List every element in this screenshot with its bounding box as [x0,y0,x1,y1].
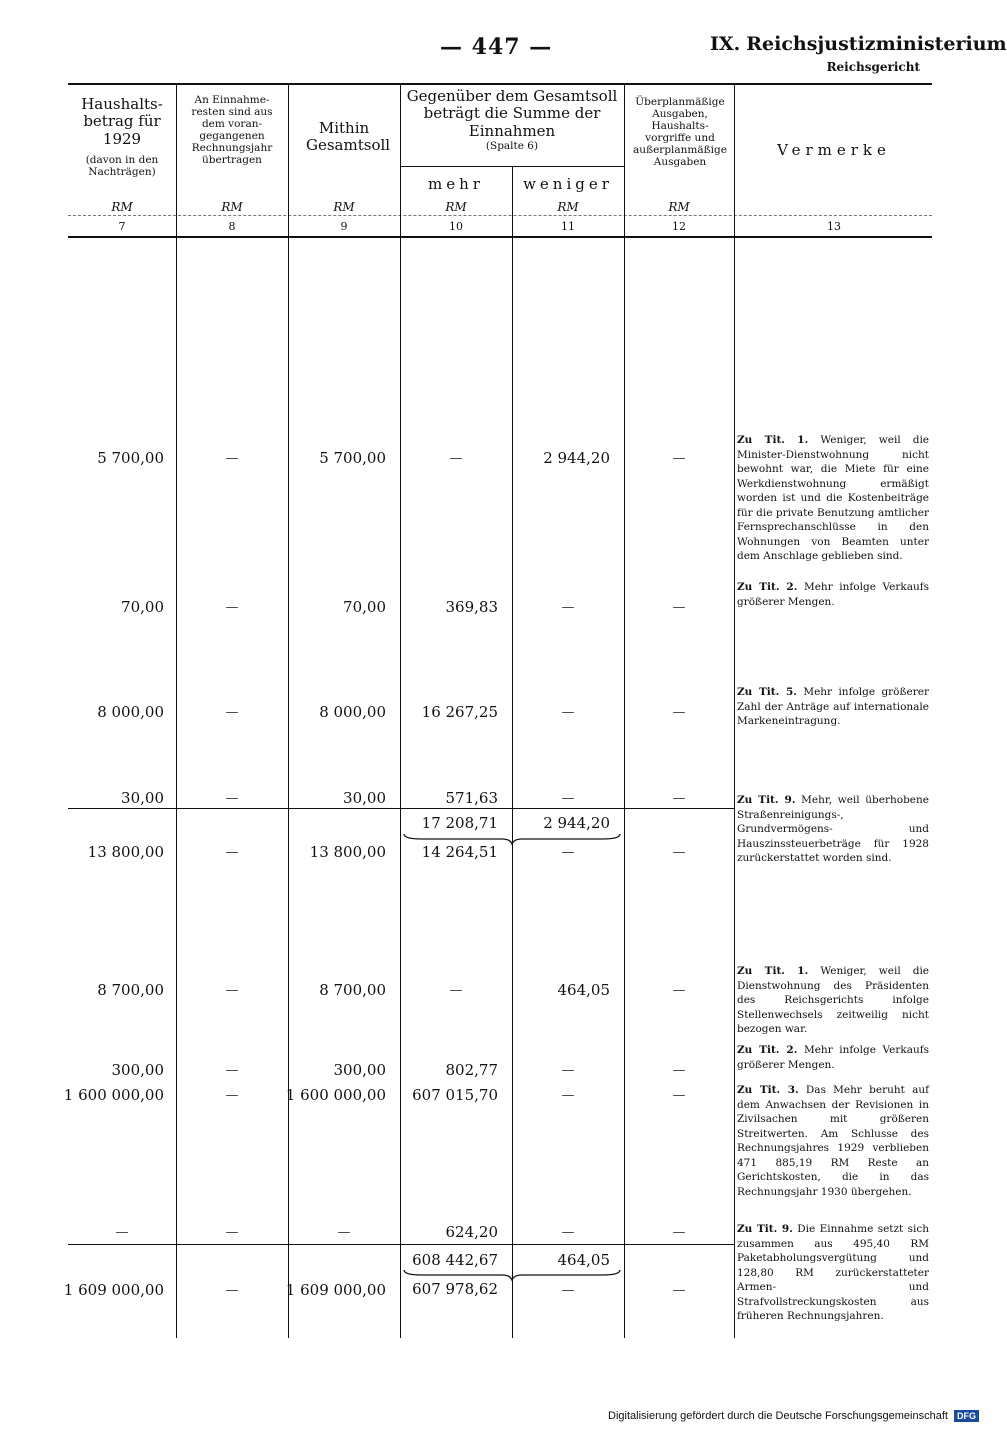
note-6-text: Mehr infolge Verkaufs größerer Mengen. [737,1044,930,1071]
r2-c7: 70,00 [121,598,164,616]
page-number: — 447 — [440,34,553,60]
s1a-c10: 17 208,71 [421,814,498,832]
col13-number: 13 [827,220,841,233]
r3-c10: 16 267,25 [421,703,498,721]
s2b-c11: — [561,1283,575,1298]
r2-c11: — [561,600,575,615]
col9-number: 9 [340,220,348,233]
note-5-text: Weniger, weil die Dienstwohnung des Präsidenten des Reichsgerichts infolge Stellenwechsels zeitweilig nicht bezogen war. [737,965,930,1035]
note-5 [737,964,929,1037]
note-3-title: Zu Tit. 5. [737,686,797,698]
note-1-text: Weniger, weil die Minister-Dienstwohnung nicht bewohnt war, die Miete für eine Werkdienstwohnung ermäßigt worden ist und die Kostenbeiträge für die private Benutzung amtlicher Fernsprechanschlüsse in den Wohnungen von Beamten unter dem Anschlage geblieben sind. [737,434,930,562]
footer-text: Digitalisierung gefördert durch die Deutsche Forschungsgemeinschaft [608,1410,948,1422]
subtotal1-rule [68,808,734,809]
r3-c12: — [672,705,686,720]
r7-c9: 1 600 000,00 [285,1086,386,1104]
col13-header: Vermerke [777,141,891,159]
s1b-c9: 13 800,00 [309,843,386,861]
col-rule-10-11 [512,166,513,1338]
note-4-title: Zu Tit. 9. [737,794,796,806]
r8-c10: 624,20 [445,1223,498,1241]
table-top-rule [68,83,932,85]
ministry-heading [710,33,1007,55]
col10-number: 10 [449,220,463,233]
r3-c8: — [225,705,239,720]
note-2 [737,580,929,609]
r8-c7: — [115,1225,129,1240]
s1b-c10: 14 264,51 [421,843,498,861]
r7-c8: — [225,1088,239,1103]
r4-c12: — [672,791,686,806]
col-rule-12-13 [734,83,735,1338]
s1b-c8: — [225,845,239,860]
col10-unit: RM [445,200,467,214]
group-subtitle: (Spalte 6) [485,139,539,152]
r8-c12: — [672,1225,686,1240]
note-4 [737,793,929,866]
note-3-text: Mehr infolge größerer Zahl der Anträge auf internationale Markeneintragung. [737,686,929,727]
ministry-roman: IX. [710,33,741,55]
r6-c8: — [225,1063,239,1078]
note-5-title: Zu Tit. 1. [737,965,809,977]
ministry-name: Reichsjustizministerium [746,33,1007,55]
note-8-text: Die Einnahme setzt sich zusammen aus 495,40 RM Paketabholungsvergütung und 128,80 RM zurückerstatteter Armen- und Strafvollstreckungskosten aus früheren Rechnungsjahren. [737,1223,929,1322]
note-4-text: Mehr, weil überhobene Straßenreinigungs-, Grundvermögens- und Hauszinssteuerbeträge für 1928 zurückerstattet worden sind. [737,794,929,864]
unit-rule [68,215,932,216]
r4-c8: — [225,791,239,806]
r1-c12: — [672,451,686,466]
r1-c10: — [449,451,463,466]
group-header [404,88,620,152]
col-rule-9-10 [400,83,401,1338]
r5-c12: — [672,983,686,998]
col8-unit: RM [221,200,243,214]
note-8 [737,1222,929,1324]
col7-unit: RM [111,200,133,214]
col-rule-7-8 [176,83,177,1338]
r5-c7: 8 700,00 [97,981,164,999]
r7-c10: 607 015,70 [412,1086,498,1104]
r2-c12: — [672,600,686,615]
col12-number: 12 [672,220,686,233]
r1-c11: 2 944,20 [543,449,610,467]
r8-c9: — [337,1225,351,1240]
col7-number: 7 [118,220,126,233]
r6-c11: — [561,1063,575,1078]
r6-c12: — [672,1063,686,1078]
s2b-c8: — [225,1283,239,1298]
col-rule-8-9 [288,83,289,1338]
col12-unit: RM [668,200,690,214]
s2b-c9: 1 609 000,00 [285,1281,386,1299]
note-7 [737,1083,929,1199]
col12-header: Überplanmäßige Ausgaben, Haushalts-vorgriffe und außerplanmäßige Ausgaben [633,96,727,169]
r1-c9: 5 700,00 [319,449,386,467]
note-6-title: Zu Tit. 2. [737,1044,798,1056]
col11-number: 11 [561,220,575,233]
note-6 [737,1043,929,1072]
col11-unit: RM [557,200,579,214]
note-7-text: Das Mehr beruht auf dem Anwachsen der Revisionen in Zivilsachen mit größeren Streitwerten. Am Schlusse des Rechnungsjahres 1929 verblieben 471 885,19 RM Reste an Gerichtskosten, die in das Rechnungsjahr 1930 übergehen. [737,1084,929,1198]
r8-c11: — [561,1225,575,1240]
r5-c10: — [449,983,463,998]
s1b-c11: — [561,845,575,860]
r5-c8: — [225,983,239,998]
subtotal2-rule [68,1244,734,1245]
note-3 [737,685,929,729]
footer [608,1410,979,1422]
r7-c12: — [672,1088,686,1103]
col7-header [70,96,174,178]
r3-c11: — [561,705,575,720]
s2b-c10: 607 978,62 [412,1280,498,1298]
r7-c7: 1 600 000,00 [63,1086,164,1104]
r4-c11: — [561,791,575,806]
col7-subtitle: (davon in den Nachträgen) [85,153,159,178]
col9-unit: RM [333,200,355,214]
col9-header: Mithin Gesamtsoll [306,119,391,155]
s2a-c10: 608 442,67 [412,1251,498,1269]
note-8-title: Zu Tit. 9. [737,1223,793,1235]
court-heading: Reichsgericht [826,60,920,74]
note-1 [737,433,929,564]
note-7-title: Zu Tit. 3. [737,1084,799,1096]
r2-c8: — [225,600,239,615]
note-2-title: Zu Tit. 2. [737,581,798,593]
r5-c11: 464,05 [557,981,610,999]
r5-c9: 8 700,00 [319,981,386,999]
col8-header: An Einnahme-resten sind aus dem voran-gegangenen Rechnungsjahr übertragen [191,94,273,167]
s2b-c7: 1 609 000,00 [63,1281,164,1299]
r8-c8: — [225,1225,239,1240]
s1a-c11: 2 944,20 [543,814,610,832]
r4-c10: 571,63 [445,789,498,807]
note-2-text: Mehr infolge Verkaufs größerer Mengen. [737,581,930,608]
col11-header: weniger [523,175,613,193]
r6-c10: 802,77 [445,1061,498,1079]
col7-title: Haushalts-betrag für 1929 [81,95,163,148]
r2-c9: 70,00 [343,598,386,616]
s2a-c11: 464,05 [557,1251,610,1269]
r1-c7: 5 700,00 [97,449,164,467]
s1b-c12: — [672,845,686,860]
r7-c11: — [561,1088,575,1103]
r3-c9: 8 000,00 [319,703,386,721]
col10-header: mehr [428,175,484,193]
col8-number: 8 [228,220,236,233]
header-bottom-rule [68,236,932,238]
s2b-c12: — [672,1283,686,1298]
col-rule-11-12 [624,83,625,1338]
r6-c7: 300,00 [111,1061,164,1079]
r4-c9: 30,00 [343,789,386,807]
r1-c8: — [225,451,239,466]
r4-c7: 30,00 [121,789,164,807]
r3-c7: 8 000,00 [97,703,164,721]
r2-c10: 369,83 [445,598,498,616]
r6-c9: 300,00 [333,1061,386,1079]
dfg-logo: DFG [954,1410,979,1422]
group-title: Gegenüber dem Gesamtsoll beträgt die Summe der Einnahmen [406,87,618,140]
note-1-title: Zu Tit. 1. [737,434,809,446]
s1b-c7: 13 800,00 [87,843,164,861]
